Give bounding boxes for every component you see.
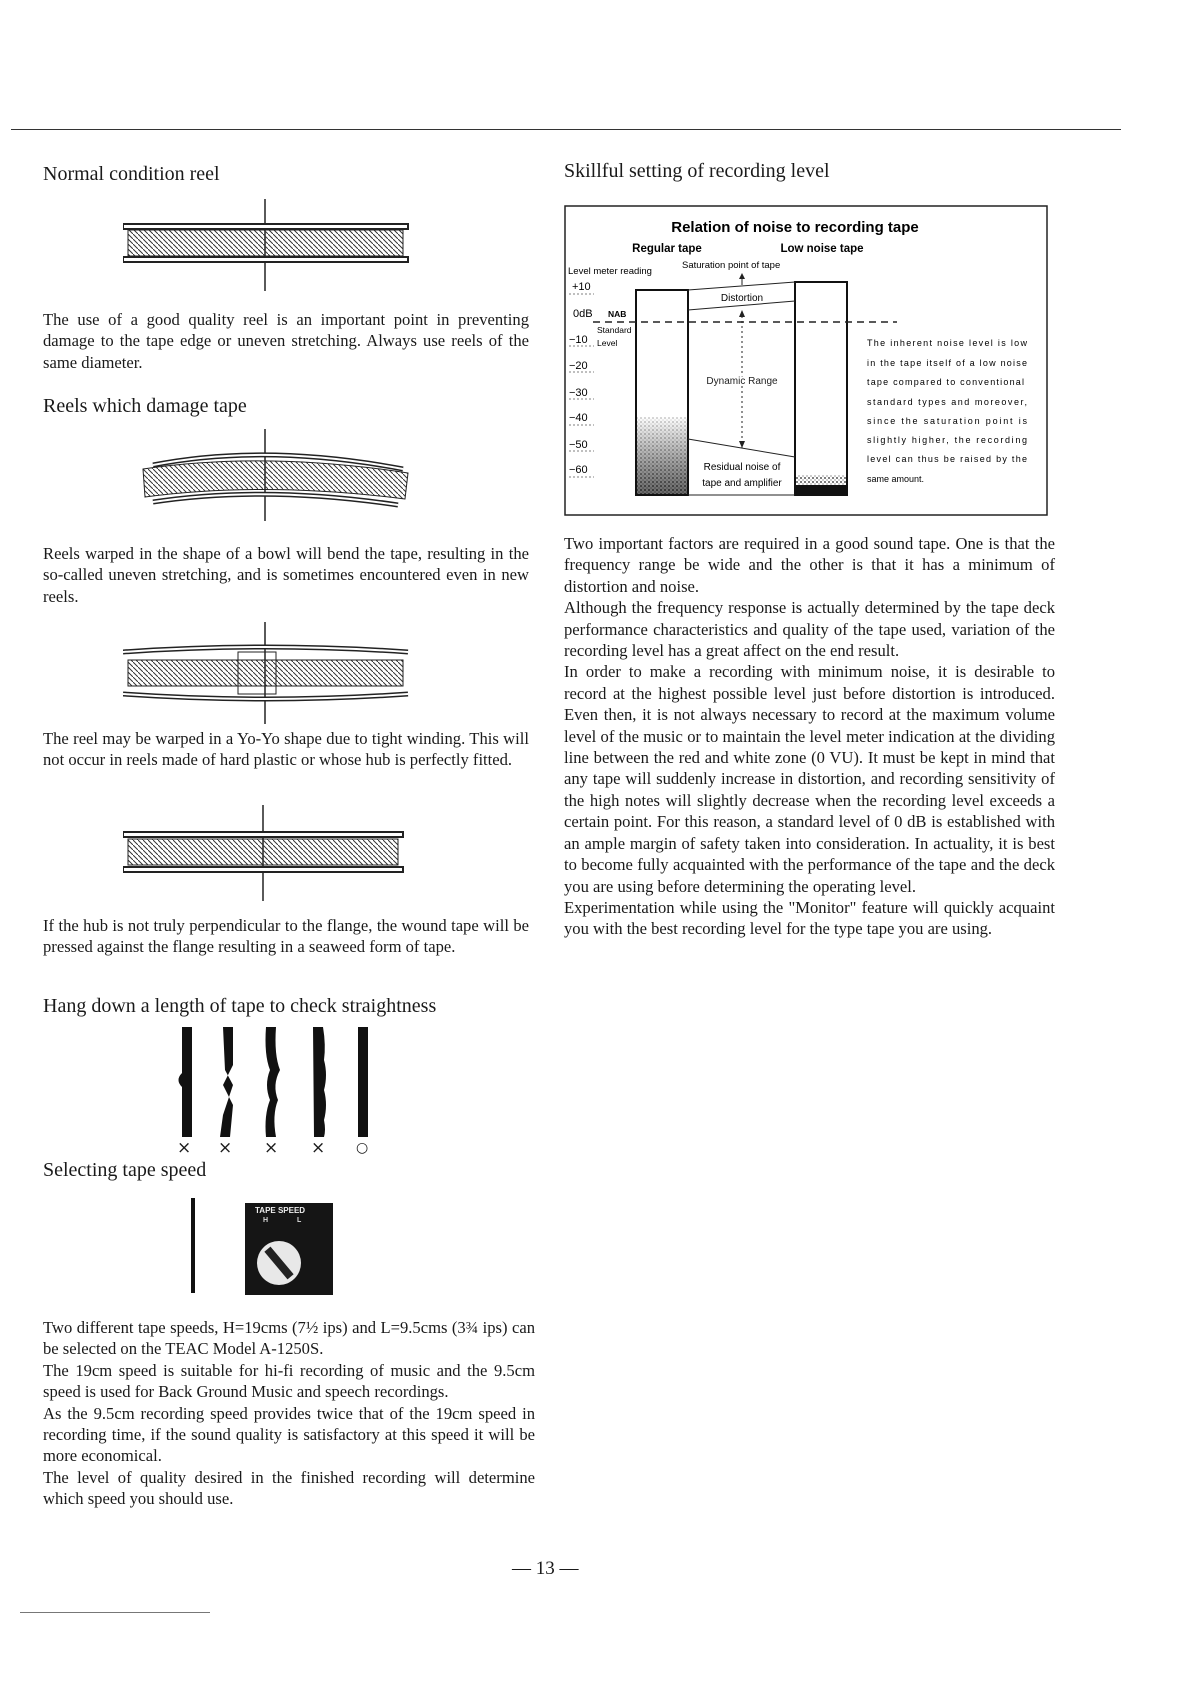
yoyo-reel-illustration [123,622,413,724]
tape-curved [179,1027,193,1137]
body-paragraph: Although the frequency response is actually determined by the tape deck performance characteristics and quality of the tape used, variation of the recording level has a great affect on the end result. [564,598,1055,661]
tape-twisted [220,1027,233,1137]
level-tick: −50 [569,439,588,451]
note-line: in the tape itself of a low noise [867,358,1027,368]
level-tick: +10 [572,281,591,293]
bowl-reel-text: Reels warped in the shape of a bowl will bend the tape, resulting in the so-called uneven stretching, and is sometimes encountered even in new reels. [43,544,529,606]
page-number: — 13 — [512,1558,579,1579]
normal-reel-heading: Normal condition reel [43,163,220,185]
diagram-title: Relation of noise to recording tape [671,219,919,236]
distortion-label: Distortion [720,293,764,304]
hang-tape-heading: Hang down a length of tape to check straightness [43,995,437,1017]
speed-l-label: L [297,1217,302,1224]
tape-speed-label: TAPE SPEED [255,1206,306,1215]
noise-diagram [564,205,1049,517]
mark-bad: × [264,1138,279,1158]
standard-level-label-2: Level [597,338,618,348]
level-tick: −30 [569,387,588,399]
level-tick: 0dB [573,308,593,320]
normal-reel-illustration [123,199,413,291]
note-line: tape compared to conventional [867,377,1024,387]
yoyo-reel-text: The reel may be warped in a Yo-Yo shape due to tight winding. This will not occur in reels made of hard plastic or whose hub is perfectly fitted. [43,729,529,770]
level-tick: −40 [569,412,588,424]
recording-level-text [564,533,1055,940]
low-noise-tape-label: Low noise tape [780,243,864,255]
mark-bad: × [218,1138,233,1158]
nab-label: NAB [608,309,627,319]
tilted-hub-illustration [123,805,413,901]
speed-paragraph: The 19cm speed is suitable for hi-fi recording of music and the 9.5cm speed is used for Back Ground Music and speech recordings. [43,1360,535,1402]
level-tick: −10 [569,334,588,346]
speed-paragraph: The level of quality desired in the finished recording will determine which speed you should use. [43,1467,535,1509]
speed-paragraph: As the 9.5cm recording speed provides twice that of the 19cm speed in recording time, if the sound quality is satisfactory at this speed it will be more economical. [43,1403,535,1466]
speed-paragraph: Two different tape speeds, H=19cms (7½ ips) and L=9.5cms (3¾ ips) can be selected on the TEAC Model A-1250S. [43,1318,535,1359]
tape-speed-heading: Selecting tape speed [43,1159,207,1181]
note-line: same amount. [867,474,925,484]
body-paragraph: Two important factors are required in a good sound tape. One is that the frequency range be wide and the other is that it has a minimum of distortion and noise. [564,534,1055,596]
bowl-reel-illustration [123,429,413,521]
body-paragraph: Experimentation while using the "Monitor" feature will quickly acquaint you with the best recording level for the type tape you are using. [564,897,1055,939]
tape-wavy [266,1027,281,1137]
damage-reel-heading: Reels which damage tape [43,395,247,417]
tape-speed-text [43,1317,535,1510]
dynamic-range-label: Dynamic Range [706,376,778,387]
residual-noise-label-2: tape and amplifier [702,478,782,489]
note-line: since the saturation point is [867,416,1027,426]
note-line: level can thus be raised by the [867,454,1027,464]
tape-straight [358,1027,368,1137]
residual-noise-label-1: Residual noise of [703,462,781,473]
speed-h-label: H [263,1217,269,1224]
tape-straightness-illustration [170,1025,380,1155]
standard-level-label-1: Standard [597,325,632,335]
mark-bad: × [177,1138,192,1158]
mark-bad: × [311,1138,326,1158]
panel-edge [191,1198,195,1293]
mark-good: ○ [356,1140,369,1156]
normal-reel-text: The use of a good quality reel is an important point in preventing damage to the tape edge or uneven stretching. Always use reels of the same diameter. [43,310,529,372]
note-line: slightly higher, the recording [867,435,1027,445]
note-line: The inherent noise level is low [867,338,1027,348]
tape-speed-switch-photo [245,1203,333,1295]
tape-marks [170,1138,380,1158]
level-meter-label: Level meter reading [568,266,652,277]
note-line: standard types and moreover, [867,397,1027,407]
body-paragraph: In order to make a recording with minimum noise, it is desirable to record at the highest possible level just before distortion is introduced. Even then, it is not always necessary to record at the maximum volume level of the music or to maintain the level meter indication at the dividing line between the red and white zone (0 VU). It must be kept in mind that any tape will suddenly increase in distortion, and recording sensitivity of the high notes will slightly decrease when the recording level exceeds a certain point. For this reason, a standard level of 0 dB is established with an ample margin of safety taken into consideration. In actuality, it is best to become fully acquainted with the performance of the tape and the deck you are using before determining the operating level. [564,662,1055,896]
tilted-hub-text: If the hub is not truly perpendicular to the flange, the wound tape will be pressed against the flange resulting in a seaweed form of tape. [43,916,529,957]
saturation-label: Saturation point of tape [682,260,781,271]
recording-level-heading: Skillful setting of recording level [564,160,830,182]
scan-artifact-line [20,1612,210,1613]
level-tick: −20 [569,360,588,372]
top-rule [11,129,1121,130]
tape-edge-wavy [313,1027,326,1137]
regular-tape-label: Regular tape [632,243,702,255]
level-tick: −60 [569,464,588,476]
